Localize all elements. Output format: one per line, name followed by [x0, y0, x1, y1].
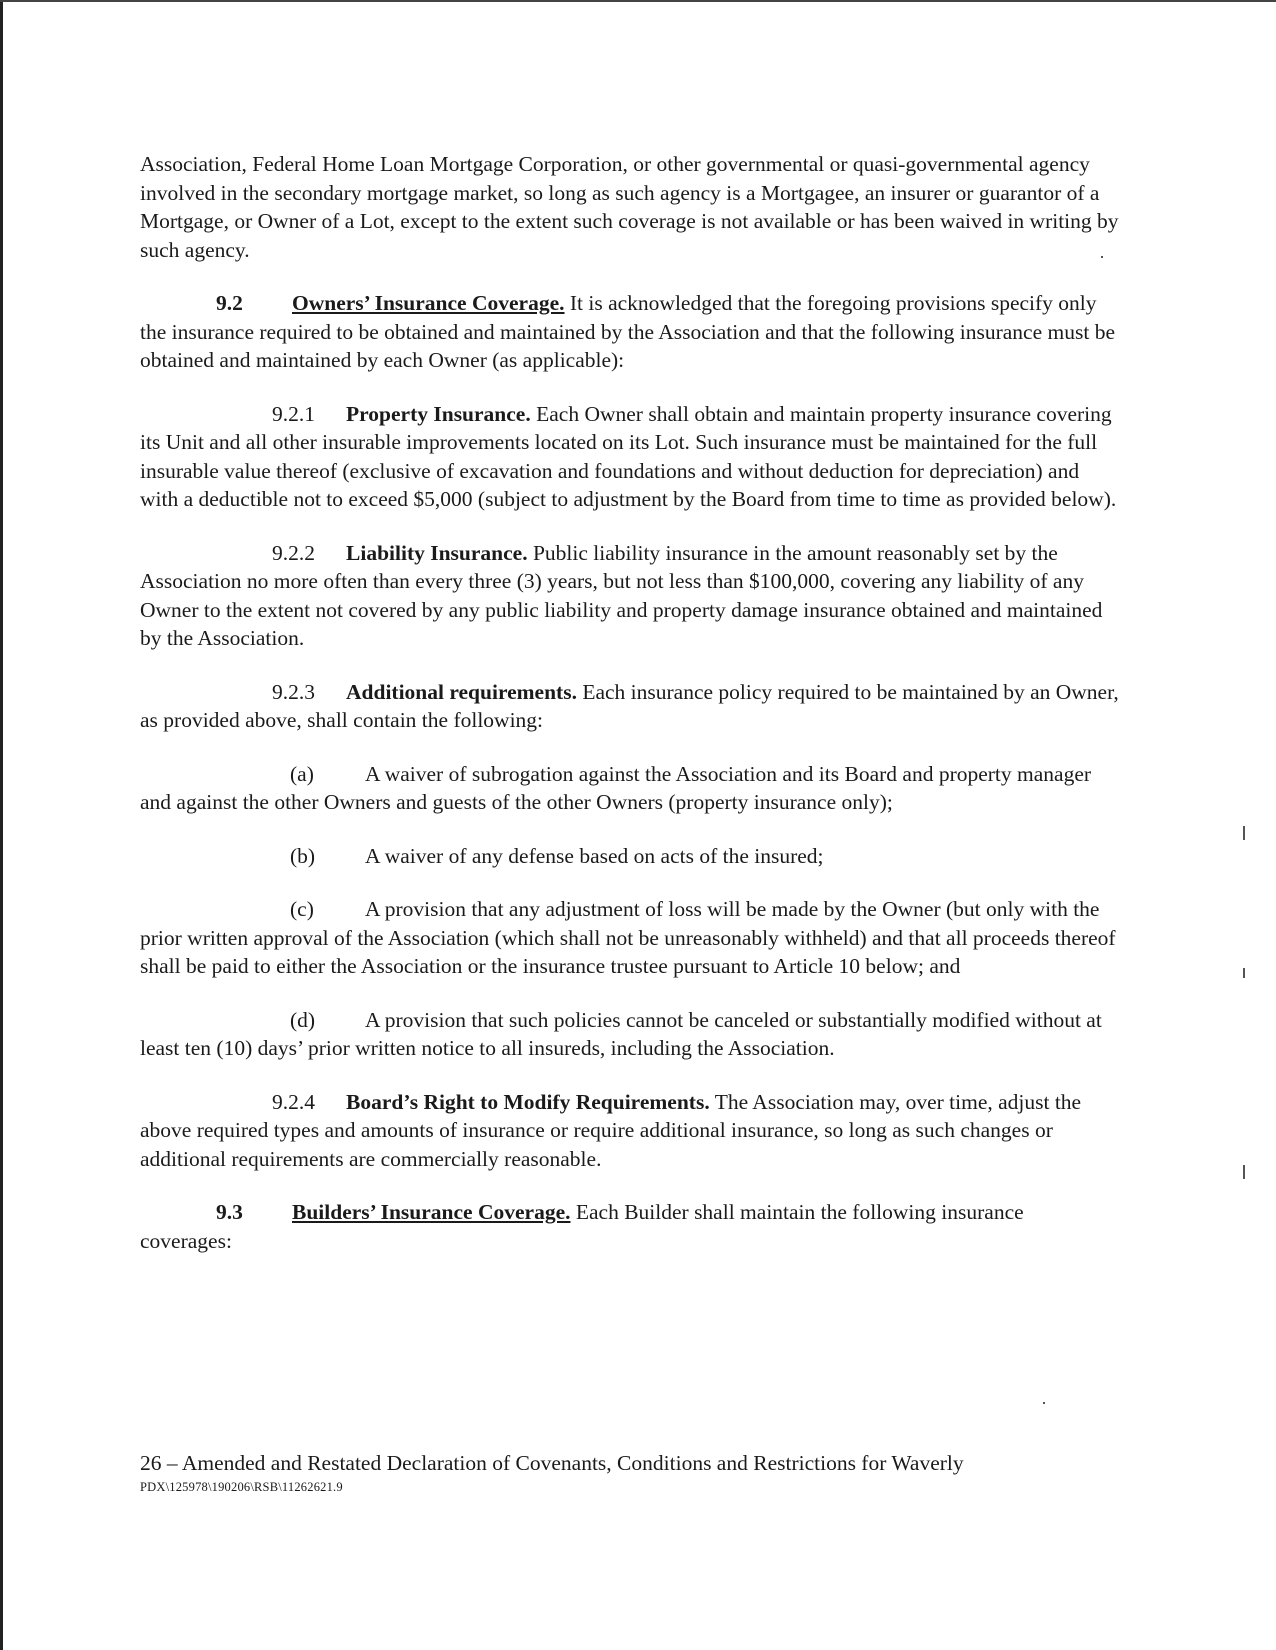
scan-speck	[1243, 826, 1245, 840]
section-number: 9.2.3	[272, 679, 315, 704]
section-number: 9.2.1	[272, 401, 315, 426]
item-text: A waiver of subrogation against the Association and its Board and property manager and against the other Owners and guests of the other Owners (property insurance only);	[140, 761, 1092, 814]
page-footer	[140, 1449, 1150, 1495]
section-text: Each Builder shall maintain the following insurance coverages:	[140, 1200, 1024, 1253]
section-number: 9.2	[216, 291, 243, 315]
scan-speck	[1043, 1402, 1045, 1404]
list-item-c	[140, 895, 1120, 981]
intro-paragraph: Association, Federal Home Loan Mortgage Corporation, or other governmental or quasi-governmental agency involved in the secondary mortgage market, so long as such agency is a Mortgagee, an insurer or guarantor of a Mortgage, or Owner of a Lot, except to the extent such coverage is not available or has been waived in writing by such agency.	[140, 152, 1119, 262]
section-9-2-3	[140, 678, 1120, 735]
section-number: 9.3	[216, 1200, 243, 1224]
section-9-2-2	[140, 539, 1120, 653]
section-title: Board’s Right to Modify Requirements.	[346, 1089, 710, 1114]
list-item-b	[140, 842, 1120, 871]
scan-speck	[1243, 1165, 1245, 1179]
item-label: (c)	[290, 897, 314, 921]
section-text: The Association may, over time, adjust the above required types and amounts of insurance or require additional insurance, so long as such changes or additional requirements are commercially reasonable.	[140, 1089, 1082, 1171]
section-title: Additional requirements.	[346, 679, 577, 704]
section-9-3	[140, 1198, 1120, 1255]
section-9-2-4	[140, 1088, 1120, 1174]
section-title: Liability Insurance.	[346, 540, 528, 565]
section-title: Builders’ Insurance Coverage.	[292, 1200, 571, 1224]
section-9-2	[140, 289, 1120, 375]
scan-speck	[1243, 968, 1245, 978]
item-text: A provision that any adjustment of loss will be made by the Owner (but only with the prior written approval of the Association (which shall not be unreasonably withheld) and that all proceeds thereof shall be paid to either the Association or the insurance trustee pursuant to Article 10 below; and	[140, 897, 1116, 978]
section-text: Each Owner shall obtain and maintain property insurance covering its Unit and all other insurable improvements located on its Lot. Such insurance must be maintained for the full insurable value thereof (exclusive of excavation and foundations and without deduction for depreciation) and with a deductible not to exceed $5,000 (subject to adjustment by the Board from time to time as provided below).	[140, 401, 1117, 511]
section-text: Public liability insurance in the amount reasonably set by the Association no more often than every three (3) years, but not less than $100,000, covering any liability of any Owner to the extent not covered by any public liability and property damage insurance obtained and maintained by the Association.	[140, 540, 1103, 650]
footer-title: 26 – Amended and Restated Declaration of Covenants, Conditions and Restrictions for Waverly	[140, 1451, 964, 1475]
scan-speck	[1101, 256, 1103, 258]
document-page	[140, 150, 1120, 1280]
item-label: (b)	[290, 843, 316, 868]
item-text: A waiver of any defense based on acts of the insured;	[365, 843, 824, 868]
scan-edge-top	[0, 0, 1276, 2]
list-item-d	[140, 1006, 1120, 1063]
scan-edge-left	[0, 0, 3, 1650]
section-title: Property Insurance.	[346, 401, 531, 426]
list-item-a	[140, 760, 1120, 817]
item-text: A provision that such policies cannot be canceled or substantially modified without at least ten (10) days’ prior written notice to all insureds, including the Association.	[140, 1007, 1102, 1060]
section-text: Each insurance policy required to be maintained by an Owner, as provided above, shall contain the following:	[140, 679, 1119, 732]
item-label: (d)	[290, 1007, 316, 1032]
item-label: (a)	[290, 761, 314, 786]
section-number: 9.2.2	[272, 540, 315, 565]
document-code: PDX\125978\190206\RSB\11262621.9	[140, 1480, 343, 1494]
section-title: Owners’ Insurance Coverage.	[292, 291, 565, 315]
section-9-2-1	[140, 400, 1120, 514]
section-number: 9.2.4	[272, 1089, 315, 1114]
section-text: It is acknowledged that the foregoing provisions specify only the insurance required to be obtained and maintained by the Association and that the following insurance must be obtained and maintained by each Owner (as applicable):	[140, 291, 1115, 372]
